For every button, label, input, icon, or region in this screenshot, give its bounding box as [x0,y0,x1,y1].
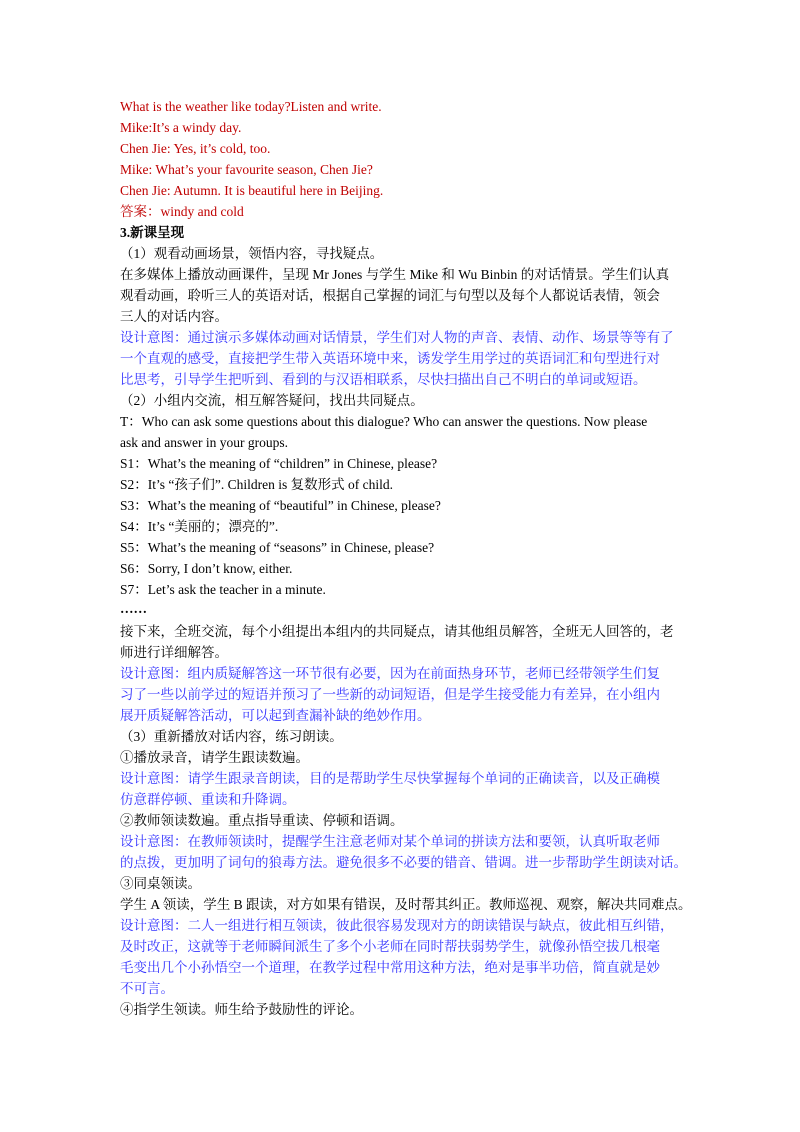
design-intent-line: 比思考，引导学生把听到、看到的与汉语相联系，尽快扫描出自己不明白的单词或短语。 [120,372,647,387]
dialogue-line: Chen Jie: Autumn. It is beautiful here in Beijing. [120,183,384,198]
design-intent-line: 习了一些以前学过的短语并预习了一些新的动词短语，但是学生接受能力有差异，在小组内 [120,687,660,702]
step-title: （1）观看动画场景，领悟内容，寻找疑点。 [120,246,384,261]
section-heading: 3.新课呈现 [120,225,185,240]
teacher-line: ask and answer in your groups. [120,435,288,450]
step-title: （2）小组内交流，相互解答疑问，找出共同疑点。 [120,393,424,408]
dialogue-line: S4：It’s “美丽的；漂亮的”. [120,519,279,534]
design-intent-line: 设计意图：通过演示多媒体动画对话情景，学生们对人物的声音、表情、动作、场景等等有了 [120,330,674,345]
paragraph-line: 师进行详细解答。 [120,645,228,660]
paragraph-line: 接下来，全班交流，每个小组提出本组内的共同疑点，请其他组员解答，全班无人回答的，老 [120,624,674,639]
list-item: ④指学生领读。师生给予鼓励性的评论。 [120,1002,363,1017]
paragraph-line: 观看动画，聆听三人的英语对话，根据自己掌握的词汇与句型以及每个人都说话表情，领会 [120,288,660,303]
dialogue-line: S2：It’s “孩子们”. Children is 复数形式 of child. [120,477,393,492]
design-intent-line: 一个直观的感受，直接把学生带入英语环境中来，诱发学生用学过的英语词汇和句型进行对 [120,351,660,366]
design-intent-line: 及时改正，这就等于老师瞬间派生了多个小老师在同时帮扶弱势学生，就像孙悟空拔几根毫 [120,939,660,954]
design-intent-line: 设计意图：请学生跟录音朗读，目的是帮助学生尽快掌握每个单词的正确读音，以及正确模 [120,771,660,786]
design-intent-line: 毛变出几个小孙悟空一个道理，在教学过程中常用这种方法，绝对是事半功倍，简直就是妙 [120,960,660,975]
answer-line: 答案：windy and cold [120,204,244,219]
listening-prompt: What is the weather like today?Listen and write. [120,99,382,114]
dialogue-line: S6：Sorry, I don’t know, either. [120,561,293,576]
dialogue-line: S1：What’s the meaning of “children” in Chinese, please? [120,456,438,471]
ellipsis: …… [120,601,147,616]
design-intent-line: 的点拨，更加明了词句的狼毒方法。避免很多不必要的错音、错调。进一步帮助学生朗读对话。 [120,855,687,870]
design-intent-line: 设计意图：组内质疑解答这一环节很有必要，因为在前面热身环节，老师已经带领学生们复 [120,666,660,681]
design-intent-line: 设计意图：在教师领读时，提醒学生注意老师对某个单词的拼读方法和要领，认真听取老师 [120,834,660,849]
dialogue-line: S5：What’s the meaning of “seasons” in Chinese, please? [120,540,435,555]
list-item: ③同桌领读。 [120,876,201,891]
paragraph-line: 在多媒体上播放动画课件，呈现 Mr Jones 与学生 Mike 和 Wu Binbin 的对话情景。学生们认真 [120,267,670,282]
paragraph-line: 学生 A 领读，学生 B 跟读，对方如果有错误，及时帮其纠正。教师巡视、观察，解决共同难点。 [120,897,692,912]
dialogue-line: Mike:It’s a windy day. [120,120,242,135]
design-intent-line: 设计意图：二人一组进行相互领读，彼此很容易发现对方的朗读错误与缺点，彼此相互纠错， [120,918,674,933]
design-intent-line: 不可言。 [120,981,174,996]
design-intent-line: 仿意群停顿、重读和升降调。 [120,792,296,807]
dialogue-line: S3：What’s the meaning of “beautiful” in Chinese, please? [120,498,441,513]
design-intent-line: 展开质疑解答活动，可以起到查漏补缺的绝妙作用。 [120,708,431,723]
dialogue-line: S7：Let’s ask the teacher in a minute. [120,582,326,597]
dialogue-line: Chen Jie: Yes, it’s cold, too. [120,141,271,156]
list-item: ②教师领读数遍。重点指导重读、停顿和语调。 [120,813,404,828]
step-title: （3）重新播放对话内容，练习朗读。 [120,729,343,744]
paragraph-line: 三人的对话内容。 [120,309,228,324]
list-item: ①播放录音，请学生跟读数遍。 [120,750,309,765]
dialogue-line: Mike: What’s your favourite season, Chen Jie? [120,162,373,177]
teacher-line: T：Who can ask some questions about this dialogue? Who can answer the questions. Now please [120,414,648,429]
